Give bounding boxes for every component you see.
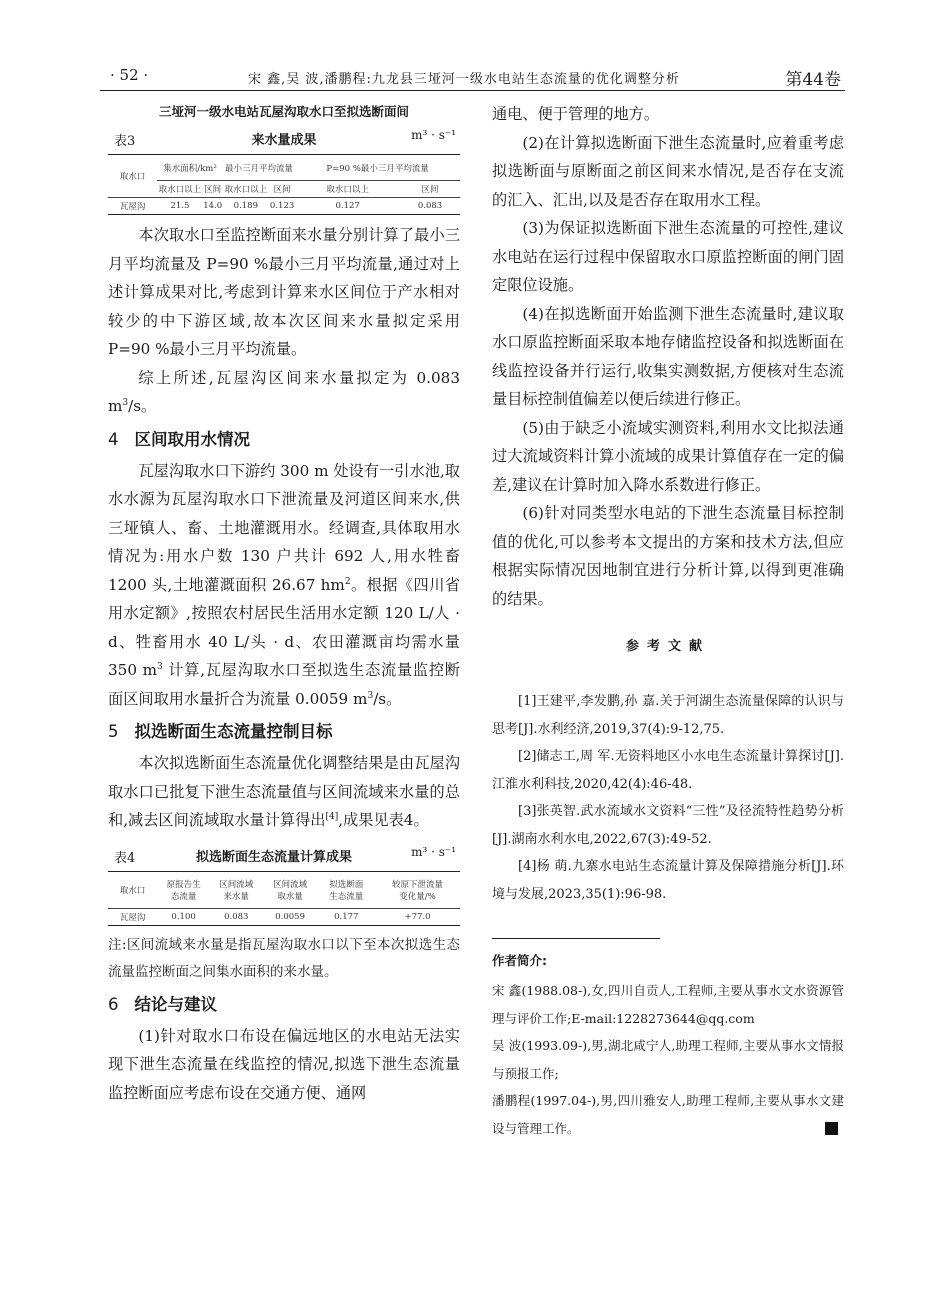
table-note: 注:区间流域来水量是指瓦屋沟取水口以下至本次拟选生态流量监控断面之间集水面积的来水量。 [108, 936, 460, 980]
table-header-cell: 取水口 [108, 155, 157, 198]
table-header-cell: 集水面积/km² [157, 155, 223, 181]
paragraph: (3)为保证拟选断面下泄生态流量的可控性,建议水电站在运行过程中保留取水口原监控断面的闸门固定限位设施。 [492, 219, 844, 294]
table4-name: 拟选断面生态流量计算成果 [195, 849, 352, 865]
paragraph: 瓦屋沟取水口下游约 300 m 处设有一引水池,取水水源为瓦屋沟取水口下泄流量及河道区间来水,供三垭镇人、畜、土地灌溉用水。经调查,具体取用水情况为:用水户数 130 户共计 692 人,用水牲畜 1200 头,土地灌溉面积 26.67 $hm^2$。根据《四川省用水定额》,按照农村居民生活用水定额 120 L/人 · d、牲畜用水 40 L/头 · d、农田灌溉亩均需水量 350 $m^3$ 计算,瓦屋沟取水口至拟选生态流量监控断面区间取用水量折合为流量 0.0059 $m^3/s$。 [108, 461, 461, 708]
table3-unit: m³ · s⁻¹ [411, 128, 456, 142]
table4-caption [108, 841, 460, 871]
running-title: 宋 鑫,吴 波,潘鹏程:九龙县三垭河一级水电站生态流量的优化调整分析 [248, 72, 680, 87]
table-cell: 0.0059 [263, 908, 318, 925]
table-header-cell: 取水口以上 [157, 181, 202, 198]
volume-label: 第44卷 [785, 70, 841, 90]
left-column [108, 100, 460, 1107]
author-bio: 宋 鑫(1988.08-),女,四川自贡人,工程师,主要从事水文水资源管理与评价工作;E-mail:1228273644@qq.com [492, 983, 844, 1026]
table3-caption [108, 124, 460, 154]
table3-name: 来水量成果 [251, 133, 317, 148]
table-cell: 0.127 [295, 198, 400, 215]
table-row [108, 198, 460, 215]
running-header [100, 60, 845, 91]
table3-top-title: 三垭河一级水电站瓦屋沟取水口至拟选断面间 [158, 104, 409, 119]
table-cell: +77.0 [375, 908, 460, 925]
section-heading-4: 4 区间取用水情况 [108, 429, 250, 449]
table-cell: 14.0 [203, 198, 223, 215]
reference-item: [4]杨 萌.九寨水电站生态流量计算及保障措施分析[J].环境与发展,2023,35(1):96-98. [492, 859, 844, 902]
section-heading-6: 6 结论与建议 [108, 994, 217, 1014]
table-header-cell: 取水口以上 [295, 181, 400, 198]
table4-label: 表4 [114, 850, 136, 866]
paragraph: (5)由于缺乏小流域实测资料,利用水文比拟法通过大流域资料计算小流域的成果计算值存在一定的偏差,建议在计算时加入降水系数进行修正。 [492, 418, 844, 494]
reference-item: [3]张英智.武水流域水文资料“三性”及径流特性趋势分析[J].湖南水利水电,2022,67(3):49-52. [492, 804, 844, 847]
table-header-cell: 原报告生态流量 [157, 871, 210, 908]
paragraph: 本次拟选断面生态流量优化调整结果是由瓦屋沟取水口已批复下泄生态流量值与区间流域来水量的总和,减去区间流域取水量计算得出[4],成果见表4。 [108, 754, 460, 829]
paragraph: 综上所述,瓦屋沟区间来水量拟定为 0.083 $m^3/s$。 [108, 368, 460, 415]
author-bio: 潘鹏程(1997.04-),男,四川雅安人,助理工程师,主要从事水文建设与管理工作。 [492, 1093, 844, 1136]
paragraph: (4)在拟选断面开始监测下泄生态流量时,建议取水口原监控断面采取本地存储监控设备和拟选断面在线监控设备并行运行,收集实测数据,方便核对生态流量目标控制值偏差以便后续进行修正。 [492, 304, 844, 408]
references-heading: 参考文献 [625, 639, 710, 654]
table-header-cell: 拟选断面生态流量 [318, 871, 375, 908]
table-cell: 0.083 [210, 908, 263, 925]
table-cell: 0.100 [157, 908, 210, 925]
reference-item: [2]储志工,周 军.无资料地区小水电生态流量计算探讨[J].江淮水利科技,2020,42(4):46-48. [492, 749, 844, 792]
paragraph: 本次取水口至监控断面来水量分别计算了最小三月平均流量及 P=90 %最小三月平均流量,通过对上述计算成果对比,考虑到计算来水区间位于产水相对较少的中下游区域,故本次区间来水量拟定采用 P=90 %最小三月平均流量。 [108, 226, 460, 358]
table-row [108, 908, 460, 925]
table4-unit: m³ · s⁻¹ [411, 844, 456, 859]
table-cell: 瓦屋沟 [108, 908, 157, 925]
table-subheader-row [108, 181, 460, 198]
reference-item: [1]王建平,李发鹏,孙 嘉.关于河湖生态流量保障的认识与思考[J].水利经济,2019,37(4):9-12,75. [492, 694, 844, 737]
table-cell: 瓦屋沟 [108, 198, 157, 215]
table-header-cell: 最小三月平均流量 [223, 155, 296, 181]
table-header-cell: 区间流域来水量 [210, 871, 263, 908]
section-heading-5: 5 拟选断面生态流量控制目标 [108, 722, 333, 741]
divider [492, 938, 660, 939]
table-header-cell: 区间 [400, 181, 460, 198]
table-cell: 0.123 [269, 198, 295, 215]
table-header-cell: 较原下泄流量变化量/% [375, 871, 460, 908]
table-header-row [108, 155, 460, 181]
table-header-cell: 取水口 [108, 871, 157, 908]
table-header-cell: 区间 [203, 181, 223, 198]
end-mark-icon [825, 1122, 838, 1135]
paragraph: (1)针对取水口布设在偏远地区的水电站无法实现下泄生态流量在线监控的情况,拟选下泄生态流量监控断面应考虑布设在交通方便、通网 [108, 1026, 460, 1102]
table-cell: 0.083 [400, 198, 460, 215]
paragraph: (6)针对同类型水电站的下泄生态流量目标控制值的优化,可以参考本文提出的方案和技术方法,但应根据实际情况因地制宜进行分析计算,以得到更准确的结果。 [492, 504, 844, 608]
table-header-cell: 取水口以上 [223, 181, 269, 198]
paragraph: (2)在计算拟选断面下泄生态流量时,应着重考虑拟选断面与原断面之前区间来水情况,是否存在支流的汇入、汇出,以及是否存在取用水工程。 [492, 133, 844, 209]
table3 [108, 154, 460, 215]
right-column [492, 100, 844, 1180]
table-cell: 0.177 [318, 908, 375, 925]
table-cell: 0.189 [223, 198, 269, 215]
table-header-cell: P=90 %最小三月平均流量 [295, 155, 460, 181]
table-header-row [108, 871, 460, 908]
table4 [108, 871, 460, 926]
author-bio-heading: 作者简介: [492, 953, 547, 968]
table-header-cell: 区间 [269, 181, 295, 198]
page-number: · 52 · [110, 66, 149, 84]
table-header-cell: 区间流域取水量 [263, 871, 318, 908]
paragraph: 通电、便于管理的地方。 [492, 105, 660, 123]
author-bio: 吴 波(1993.09-),男,湖北咸宁人,助理工程师,主要从事水文情报与预报工作; [492, 1038, 844, 1081]
table-cell: 21.5 [157, 198, 202, 215]
table3-label: 表3 [114, 134, 136, 149]
